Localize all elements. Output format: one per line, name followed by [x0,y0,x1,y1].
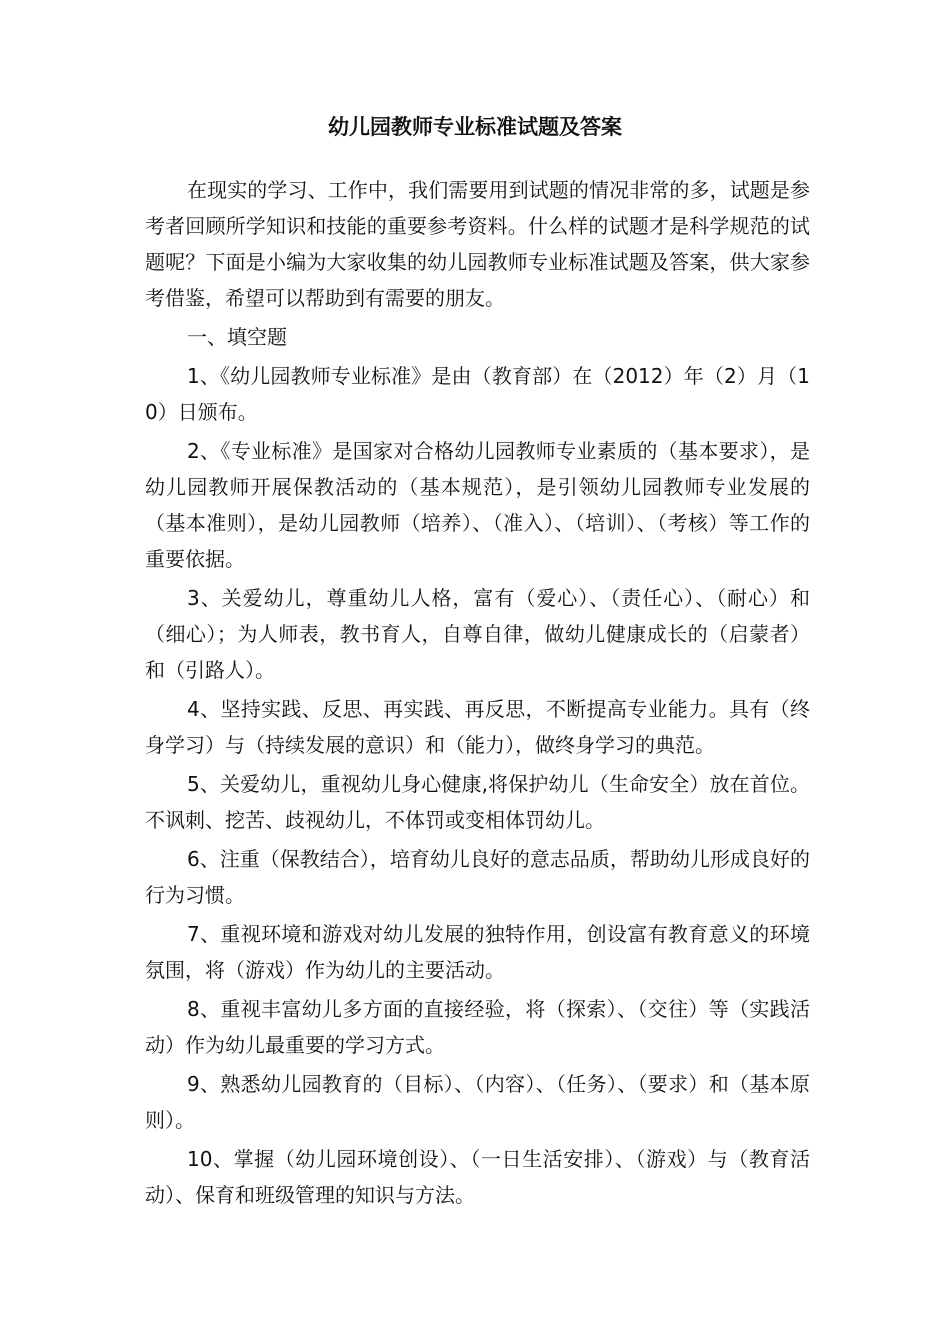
question-7: 7、重视环境和游戏对幼儿发展的独特作用，创设富有教育意义的环境氛围，将（游戏）作为幼儿的主要活动。 [145,922,810,982]
question-9: 9、熟悉幼儿园教育的（目标）、（内容）、（任务）、（要求）和（基本原则）。 [145,1072,810,1132]
question-3: 3、关爱幼儿，尊重幼儿人格，富有（爱心）、（责任心）、（耐心）和（细心）；为人师表，教书育人，自尊自律，做幼儿健康成长的（启蒙者）和（引路人）。 [145,586,810,682]
document-body [145,172,810,1216]
question-2: 2、《专业标准》是国家对合格幼儿园教师专业素质的（基本要求），是幼儿园教师开展保教活动的（基本规范），是引领幼儿园教师专业发展的（基本准则），是幼儿园教师（培养）、（准入）、（培训）、（考核）等工作的重要依据。 [145,439,810,571]
intro-paragraph: 在现实的学习、工作中，我们需要用到试题的情况非常的多，试题是参考者回顾所学知识和技能的重要参考资料。什么样的试题才是科学规范的试题呢？下面是小编为大家收集的幼儿园教师专业标准试题及答案，供大家参考借鉴，希望可以帮助到有需要的朋友。 [145,178,810,310]
question-1: 1、《幼儿园教师专业标准》是由（教育部）在（2012）年（2）月（10）日颁布。 [145,364,810,424]
question-10: 10、掌握（幼儿园环境创设）、（一日生活安排）、（游戏）与（教育活动）、保育和班级管理的知识与方法。 [145,1147,810,1207]
section-heading: 一、填空题 [187,325,287,349]
question-6: 6、注重（保教结合），培育幼儿良好的意志品质，帮助幼儿形成良好的行为习惯。 [145,847,810,907]
question-4: 4、坚持实践、反思、再实践、再反思，不断提高专业能力。具有（终身学习）与（持续发展的意识）和（能力），做终身学习的典范。 [145,697,810,757]
question-5: 5、关爱幼儿，重视幼儿身心健康,将保护幼儿（生命安全）放在首位。不讽刺、挖苦、歧视幼儿，不体罚或变相体罚幼儿。 [145,772,810,832]
question-8: 8、重视丰富幼儿多方面的直接经验，将（探索）、（交往）等（实践活动）作为幼儿最重要的学习方式。 [145,997,810,1057]
page-title: 幼儿园教师专业标准试题及答案 [328,115,622,139]
